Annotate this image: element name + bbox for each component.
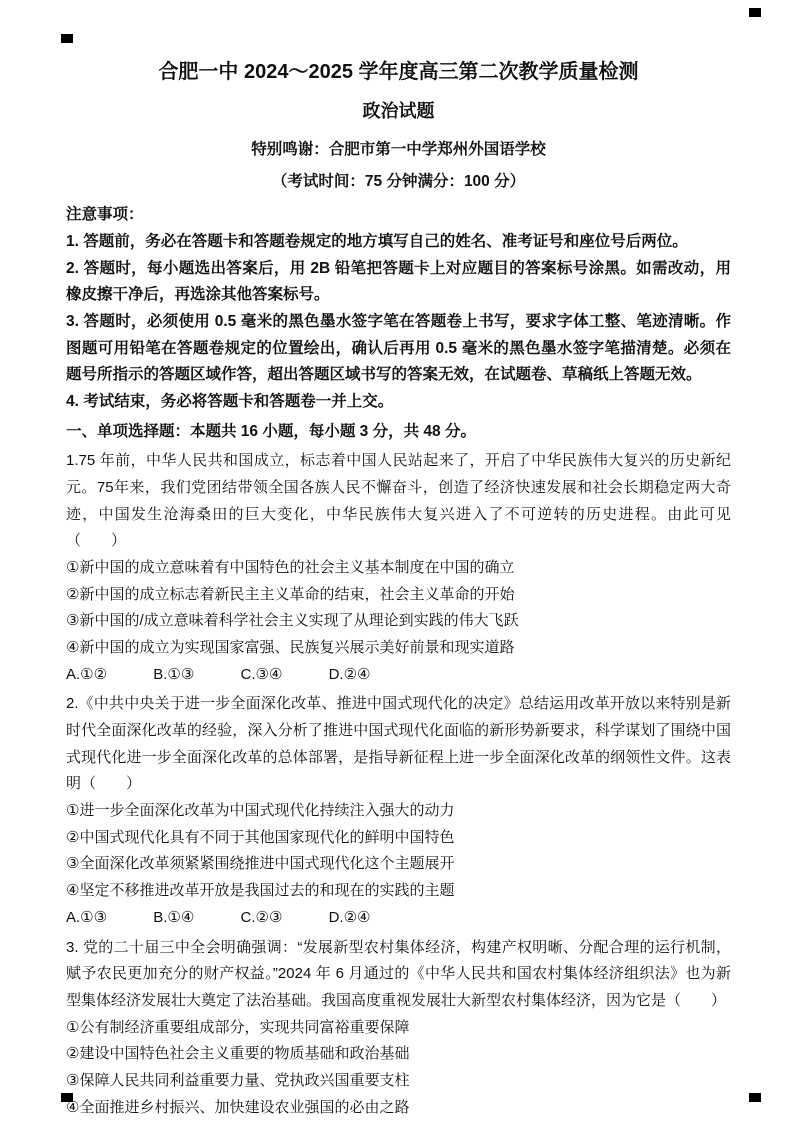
- question-3-option-1: ①公有制经济重要组成部分，实现共同富裕重要保障: [66, 1018, 410, 1036]
- question-1-option-3: ③新中国的/成立意味着科学社会主义实现了从理论到实践的伟大飞跃: [66, 612, 519, 630]
- question-1-option-2: ②新中国的成立标志着新民主主义革命的结束，社会主义革命的开始: [66, 585, 515, 603]
- question-1-choice-d: D.②④: [328, 665, 371, 683]
- question-3-option-3: ③保障人民共同利益重要力量、党执政兴国重要支柱: [66, 1071, 410, 1089]
- question-2-option-2: ②中国式现代化具有不同于其他国家现代化的鲜明中国特色: [66, 828, 455, 846]
- page-content: [66, 58, 731, 1121]
- notice-item-3: 3. 答题时，必须使用 0.5 毫米的黑色墨水签字笔在答题卷上书写，要求字体工整、笔迹清晰。作图题可用铅笔在答题卷规定的位置绘出，确认后再用 0.5 毫米的黑色墨水签字笔描清楚。必须在题号所指示的答题区域作答，超出答题区域书写的答案无效，在试题卷、草稿纸上答题无效。: [66, 312, 731, 384]
- crop-mark-bottom-right: [749, 1093, 761, 1102]
- question-1-option-4: ④新中国的成立为实现国家富强、民族复兴展示美好前景和现实道路: [66, 638, 515, 656]
- question-2-option-4: ④坚定不移推进改革开放是我国过去的和现在的实践的主题: [66, 882, 455, 900]
- question-2-choice-a: A.①③: [66, 908, 108, 926]
- question-2-option-1: ①进一步全面深化改革为中国式现代化持续注入强大的动力: [66, 802, 455, 820]
- question-2-option-3: ③全面深化改革须紧紧围绕推进中国式现代化这个主题展开: [66, 855, 455, 873]
- question-2: [66, 691, 731, 931]
- question-1-choice-c: C.③④: [240, 665, 283, 683]
- question-2-choice-c: C.②③: [240, 908, 283, 926]
- question-1: [66, 448, 731, 688]
- notice-item-2: 2. 答题时，每小题选出答案后，用 2B 铅笔把答题卡上对应题目的答案标号涂黑。如需改动，用橡皮擦干净后，再选涂其他答案标号。: [66, 259, 731, 304]
- question-1-option-1: ①新中国的成立意味着有中国特色的社会主义基本制度在中国的确立: [66, 558, 515, 576]
- question-3-option-4: ④全面推进乡村振兴、加快建设农业强国的必由之路: [66, 1098, 410, 1116]
- question-3-stem: 3. 党的二十届三中全会明确强调：“发展新型农村集体经济，构建产权明晰、分配合理的运行机制，赋予农民更加充分的财产权益。”2024 年 6 月通过的《中华人民共和国农村集体经济组织法》也为新型集体经济发展壮大奠定了法治基础。我国高度重视发展壮大新型农村集体经济，因为它是（ ）: [66, 938, 731, 1009]
- question-2-choice-d: D.②④: [328, 908, 371, 926]
- notice-item-1: 1. 答题前，务必在答题卡和答题卷规定的地方填写自己的姓名、准考证号和座位号后两位。: [66, 232, 688, 250]
- exam-title: 合肥一中 2024～2025 学年度高三第二次教学质量检测: [158, 61, 639, 83]
- exam-info-line: （考试时间：75 分钟满分：100 分）: [271, 172, 526, 190]
- crop-mark-top-right: [749, 8, 761, 17]
- question-2-choice-b: B.①④: [153, 908, 195, 926]
- question-1-choice-a: A.①②: [66, 665, 108, 683]
- question-2-answer-row: [66, 905, 731, 932]
- question-1-answer-row: [66, 662, 731, 689]
- question-3: [66, 935, 731, 1122]
- crop-mark-top-left: [61, 34, 73, 43]
- exam-subject-title: 政治试题: [362, 101, 435, 121]
- acknowledgement-line: 特别鸣谢：合肥市第一中学郑州外国语学校: [251, 141, 546, 159]
- question-2-stem: 2.《中共中央关于进一步全面深化改革、推进中国式现代化的决定》总结运用改革开放以来特别是新时代全面深化改革的经验，深入分析了推进中国式现代化面临的新形势新要求，科学谋划了围绕中国式现代化进一步全面深化改革的总体部署，是指导新征程上进一步全面深化改革的纲领性文件。这表明（ ）: [66, 695, 731, 793]
- question-1-choice-b: B.①③: [153, 665, 195, 683]
- question-1-stem: 1.75 年前，中华人民共和国成立，标志着中国人民站起来了，开启了中华民族伟大复兴的历史新纪元。75年来，我们党团结带领全国各族人民不懈奋斗，创造了经济快速发展和社会长期稳定两大奇迹，中国发生沧海桑田的巨大变化，中华民族伟大复兴进入了不可逆转的历史进程。由此可见（ ）: [66, 452, 731, 550]
- notice-item-4: 4. 考试结束，务必将答题卡和答题卷一并上交。: [66, 392, 394, 410]
- section-heading: 一、单项选择题：本题共 16 小题，每小题 3 分，共 48 分。: [66, 422, 476, 440]
- notices-heading: 注意事项：: [66, 206, 144, 224]
- question-3-option-2: ②建设中国特色社会主义重要的物质基础和政治基础: [66, 1045, 410, 1063]
